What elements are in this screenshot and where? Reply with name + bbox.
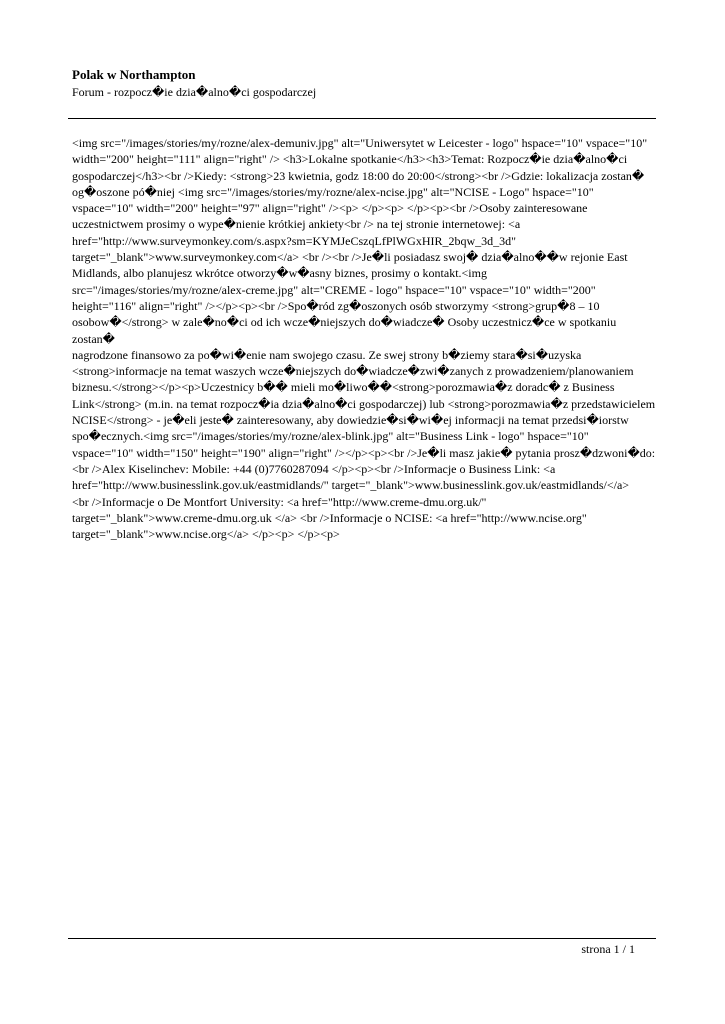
article-body: <img src="/images/stories/my/rozne/alex-demuniv.jpg" alt="Uniwersytet w Leicester - logo" hspace="10" vspace="10" width="200" height="111" align="right" /> <h3>Lokalne spotkanie</h3><h3>Temat: Rozpocz�ie dzia�alno�ci gospodarczej</h3><br />Kiedy: <strong>23 kwietnia, godz 18:00 do 20:00</strong><br />Gdzie: lokalizacja zostan� og�oszone pó�niej <img src="/images/stories/my/rozne/alex-ncise.jpg" alt="NCISE - Logo" hspace="10" vspace="10" width="200" height="97" align="right" /><p> </p><p> </p><p><br />Osoby zainteresowane uczestnictwem prosimy o wype�nienie krótkiej ankiety<br /> na tej stronie internetowej: <a href="http://www.surveymonkey.com/s.aspx?sm=KYMJeCszqLfPlWGxHIR_2bqw_3d_3d" target="_blank">www.surveymonkey.com</a> <br /><br />Je�li posiadasz swoj� dzia�alno��w rejonie East Midlands, albo planujesz wkrótce otworzy�w�asny biznes, prosimy o kontakt.<img src="/images/stories/my/rozne/alex-creme.jpg" alt="CREME - logo" hspace="10" vspace="10" width="200" height="116" align="right" /></p><p><br />Spo�ród zg�oszonych osób stworzymy <strong>grup�8 – 10 osobow�</strong> w zale�no�ci od ich wcze�niejszych do�wiadcze� Osoby uczestnicz�ce w spotkaniu zostan� nagrodzone finansowo za po�wi�enie nam swojego czasu. Ze swej strony b�ziemy stara�si�uzyska <strong>informacje na temat waszych wcze�niejszych do�wiadcze�zwi�zanych z prowadzeniem/planowaniem biznesu.</strong></p><p>Uczestnicy b�� mieli mo�liwo��<strong>porozmawia�z doradc� z Business Link</strong> (m.in. na temat rozpocz�ia dzia�alno�ci gospodarczej) lub <strong>porozmawia�z przedstawicielem NCISE</strong> - je�eli jeste� zainteresowany, aby dowiedzie�si�wi�ej informacji na temat przedsi�iorstw spo�ecznych.<img src="/images/stories/my/rozne/alex-blink.jpg" alt="Business Link - logo" hspace="10" vspace="10" width="150" height="190" align="right" /></p><p><br />Je�li masz jakie� pytania prosz�dzwoni�do: <br />Alex Kiselinchev: Mobile: +44 (0)7760287094 </p><p><br />Informacje o Business Link: <a href="http://www.businesslink.gov.uk/eastmidlands/" target="_blank">www.businesslink.gov.uk/eastmidlands/</a> <br />Informacje o De Montfort University: <a href="http://www.creme-dmu.org.uk/" target="_blank">www.creme-dmu.org.uk </a> <br />Informacje o NCISE: <a href="http://www.ncise.org" target="_blank">www.ncise.org</a> </p><p> </p><p> — [72, 136, 656, 542]
page-header — [72, 66, 658, 100]
footer-divider — [68, 938, 656, 939]
page-number: strona 1 / 1 — [581, 942, 635, 956]
header-divider — [68, 118, 656, 119]
site-title: Polak w Northampton — [72, 67, 196, 82]
page-subtitle: Forum - rozpocz�ie dzia�alno�ci gospodarczej — [72, 85, 317, 99]
